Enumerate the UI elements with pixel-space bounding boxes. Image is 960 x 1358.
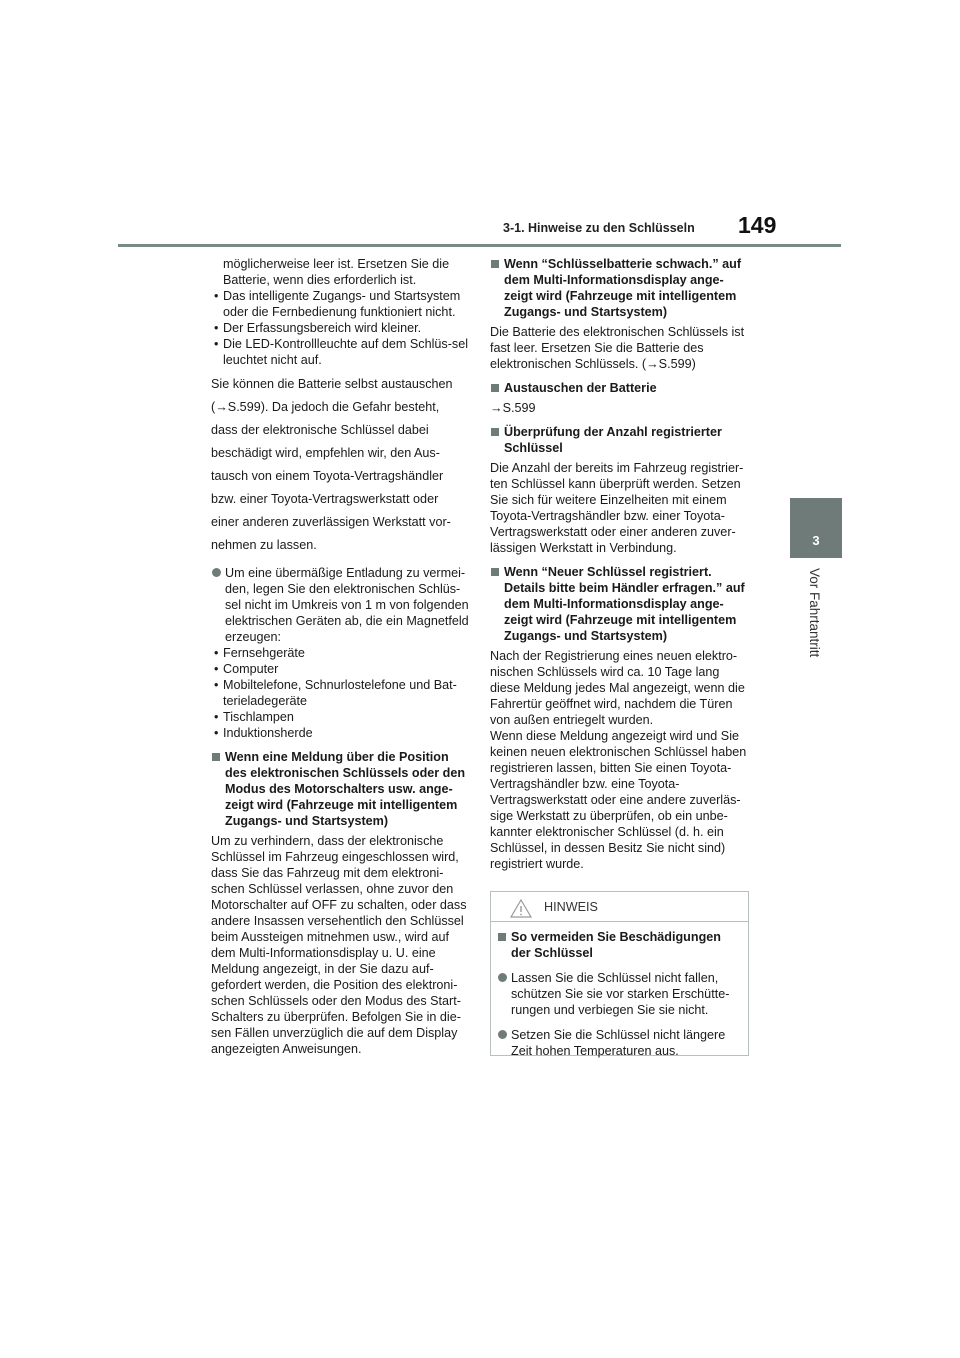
note-discharge: Um eine übermäßige Entladung zu vermei-den, legen Sie den elektronischen Schlüs-sel nicht im Umkreis von 1 m von folgenden elektrischen Geräten ab, die ein Magnetfeld erzeugen: xyxy=(211,565,469,645)
notice-box xyxy=(490,891,749,1056)
chapter-tab: 3 xyxy=(790,498,842,558)
section-title: 3-1. Hinweise zu den Schlüsseln xyxy=(503,221,695,235)
notice-heading: So vermeiden Sie Beschädigungen der Schlüssel xyxy=(497,929,742,961)
key-position-text: Um zu verhindern, dass der elektronische Schlüssel im Fahrzeug eingeschlossen wird, dass Sie das Fahrzeug mit dem elektroni-schen Schlüssel verlassen, ohne zuvor den Motorschalter auf OFF zu schalten, oder dass andere Insassen versehentlich den Schlüssel beim Aussteigen mitnehmen usw., wird auf dem Multi-Informationsdisplay u. U. eine Meldung angezeigt, in der Sie dazu auf-gefordert werden, die Position des elektroni-schen Schlüssels oder den Modus des Start-Schalters zu überprüfen. Befolgen Sie in die-sen Fällen unverzüglich die auf dem Display angezeigten Anweisungen. xyxy=(211,834,467,1056)
warning-icon xyxy=(510,899,532,918)
heading-new-key: Wenn “Neuer Schlüssel registriert. Details bitte beim Händler erfragen.” auf dem Multi-Informationsdisplay ange-zeigt wird (Fahrzeuge mit intelligentem Zugangs- und Startsystem) xyxy=(490,564,752,644)
list-item: • Induktionsherde xyxy=(211,725,469,741)
left-column xyxy=(211,256,469,1057)
list-item: • Mobiltelefone, Schnurlostelefone und Bat-terieladegeräte xyxy=(211,677,469,709)
notice-item: Setzen Sie die Schlüssel nicht längere Zeit hohen Temperaturen aus. xyxy=(497,1027,742,1059)
chapter-title xyxy=(798,568,838,688)
heading-replace-battery: Austauschen der Batterie xyxy=(490,380,752,396)
heading-key-position: Wenn eine Meldung über die Position des elektronischen Schlüssels oder den Modus des Motorschalters usw. ange-zeigt wird (Fahrzeuge mit intelligentem Zugangs- und Startsystem) xyxy=(211,749,469,829)
new-key-text-1: Nach der Registrierung eines neuen elektro-nischen Schlüssels wird ca. 10 Tage lang diese Meldung jedes Mal angezeigt, wenn die Fahrertür geöffnet wird, nachdem die Türen von außen entriegelt wurden. xyxy=(490,649,745,727)
check-keys-text: Die Anzahl der bereits im Fahrzeug registrier-ten Schlüssel kann überprüft werden. Setzen Sie sich für weitere Einzelheiten mit einem Toyota-Vertragshändler bzw. einer Toyota-Vertragswerkstatt oder einer anderen zuver-lässigen Werkstatt in Verbindung. xyxy=(490,461,744,555)
intro-text: möglicherweise leer ist. Ersetzen Sie die Batterie, wenn dies erforderlich ist. xyxy=(223,257,450,287)
notice-item: Lassen Sie die Schlüssel nicht fallen, schützen Sie sie vor starken Erschütte-rungen und verbiegen Sie sie nicht. xyxy=(497,970,742,1018)
list-item: • Das intelligente Zugangs- und Startsystem oder die Fernbedienung funktioniert nicht. xyxy=(211,288,469,320)
list-item: • Tischlampen xyxy=(211,709,469,725)
notice-header xyxy=(491,892,748,922)
chapter-title-text: Vor Fahrtantritt xyxy=(807,568,822,658)
list-item: • Der Erfassungsbereich wird kleiner. xyxy=(211,320,469,336)
list-item: • Die LED-Kontrollleuchte auf dem Schlüs-sel leuchtet nicht auf. xyxy=(211,336,469,368)
replace-paragraph: Sie können die Batterie selbst austauschen (→S.599). Da jedoch die Gefahr besteht, dass der elektronische Schlüssel dabei beschädigt wird, empfehlen wir, den Aus-tausch von einem Toyota-Vertragshändler bzw. einer Toyota-Vertragswerkstatt oder einer anderen zuverlässigen Werkstatt vor-nehmen zu lassen. xyxy=(211,377,453,552)
right-column xyxy=(490,256,752,872)
header-divider xyxy=(118,244,841,247)
heading-battery-weak: Wenn “Schlüsselbatterie schwach.” auf dem Multi-Informationsdisplay ange-zeigt wird (Fahrzeuge mit intelligentem Zugangs- und Startsystem) xyxy=(490,256,752,320)
notice-body xyxy=(491,922,748,1059)
heading-check-keys: Überprüfung der Anzahl registrierter Schlüssel xyxy=(490,424,752,456)
list-item: • Computer xyxy=(211,661,469,677)
list-item: • Fernsehgeräte xyxy=(211,645,469,661)
new-key-text-2: Wenn diese Meldung angezeigt wird und Sie keinen neuen elektronischen Schlüssel haben registrieren lassen, bitten Sie einen Toyota-Vertragshändler bzw. eine Toyota-Vertragswerkstatt oder eine andere zuverläs-sige Werkstatt zu überprüfen, ob ein unbe-kannter elektronischer Schlüssel (d. h. ein Schlüssel, in dessen Besitz Sie nicht sind) registriert wurde. xyxy=(490,729,747,871)
page-number: 149 xyxy=(738,212,777,238)
battery-weak-text: Die Batterie des elektronischen Schlüssels ist fast leer. Ersetzen Sie die Batterie des elektronischen Schlüssels. (→S.599) xyxy=(490,325,745,371)
page-reference: →S.599 xyxy=(490,401,536,415)
notice-label: HINWEIS xyxy=(544,900,598,914)
